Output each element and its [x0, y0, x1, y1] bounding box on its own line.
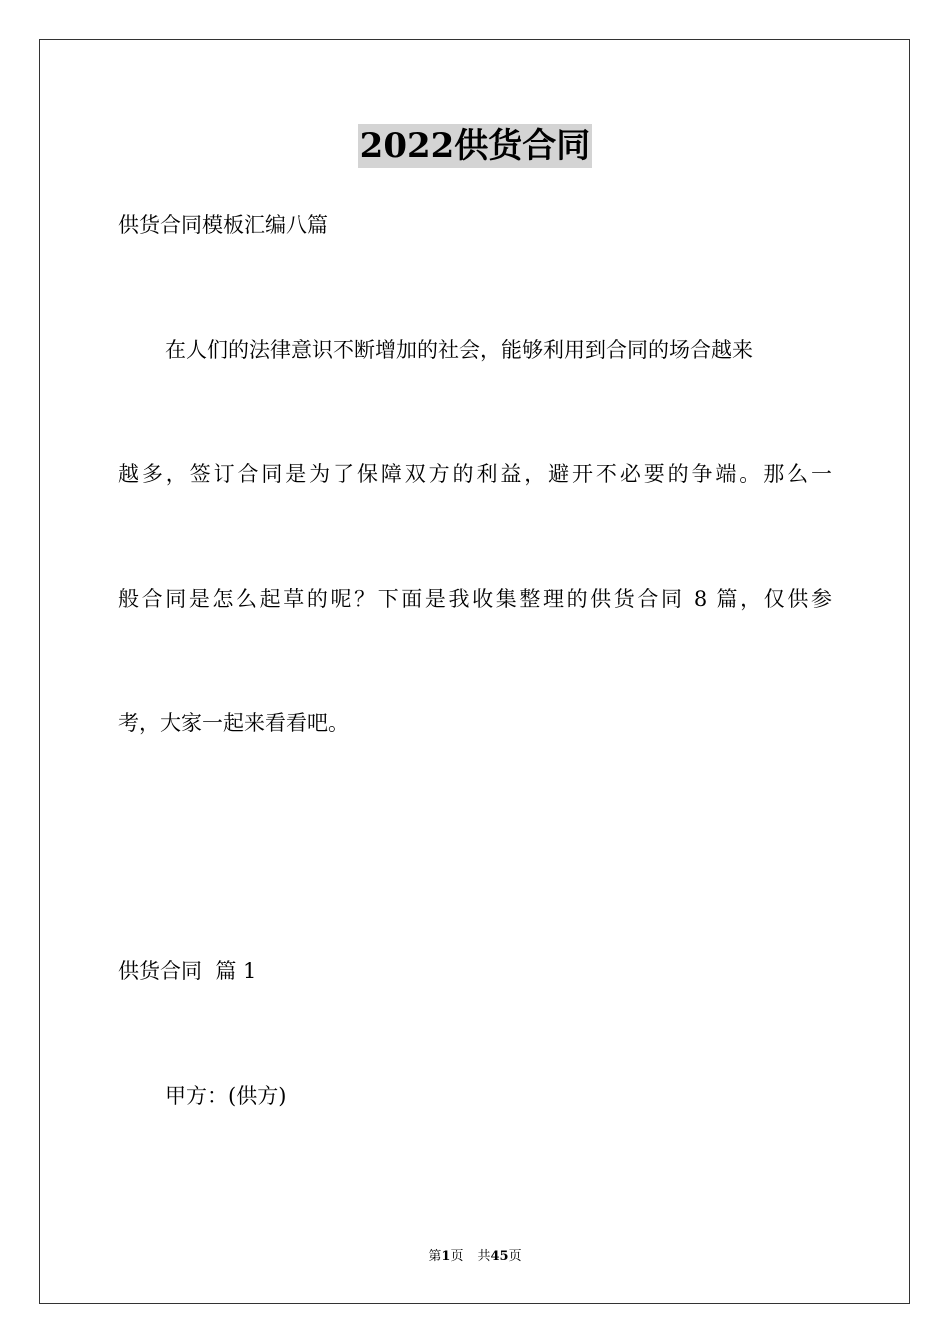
footer-total-suffix: 页	[508, 1249, 522, 1264]
page-footer	[0, 1248, 950, 1266]
section-heading: 供货合同 篇 1	[118, 959, 257, 983]
footer-page-number: 1	[441, 1249, 451, 1264]
footer-page-prefix: 第	[428, 1249, 442, 1264]
footer-page-suffix: 页	[450, 1249, 464, 1264]
document-title: 2022供货合同	[359, 126, 591, 166]
footer-total-pages: 45	[490, 1249, 509, 1264]
intro-line-4: 考，大家一起来看看吧。	[118, 711, 349, 735]
intro-line-2: 越多，签订合同是为了保障双方的利益，避开不必要的争端。那么一	[118, 462, 832, 486]
intro-line-1: 在人们的法律意识不断增加的社会，能够利用到合同的场合越来	[165, 338, 753, 362]
intro-line-3: 般合同是怎么起草的呢？下面是我收集整理的供货合同 8 篇，仅供参	[118, 587, 832, 611]
party-a-line: 甲方：(供方)	[165, 1084, 287, 1108]
footer-total-prefix: 共	[477, 1249, 491, 1264]
document-subtitle: 供货合同模板汇编八篇	[118, 213, 328, 237]
title-container	[0, 124, 950, 168]
